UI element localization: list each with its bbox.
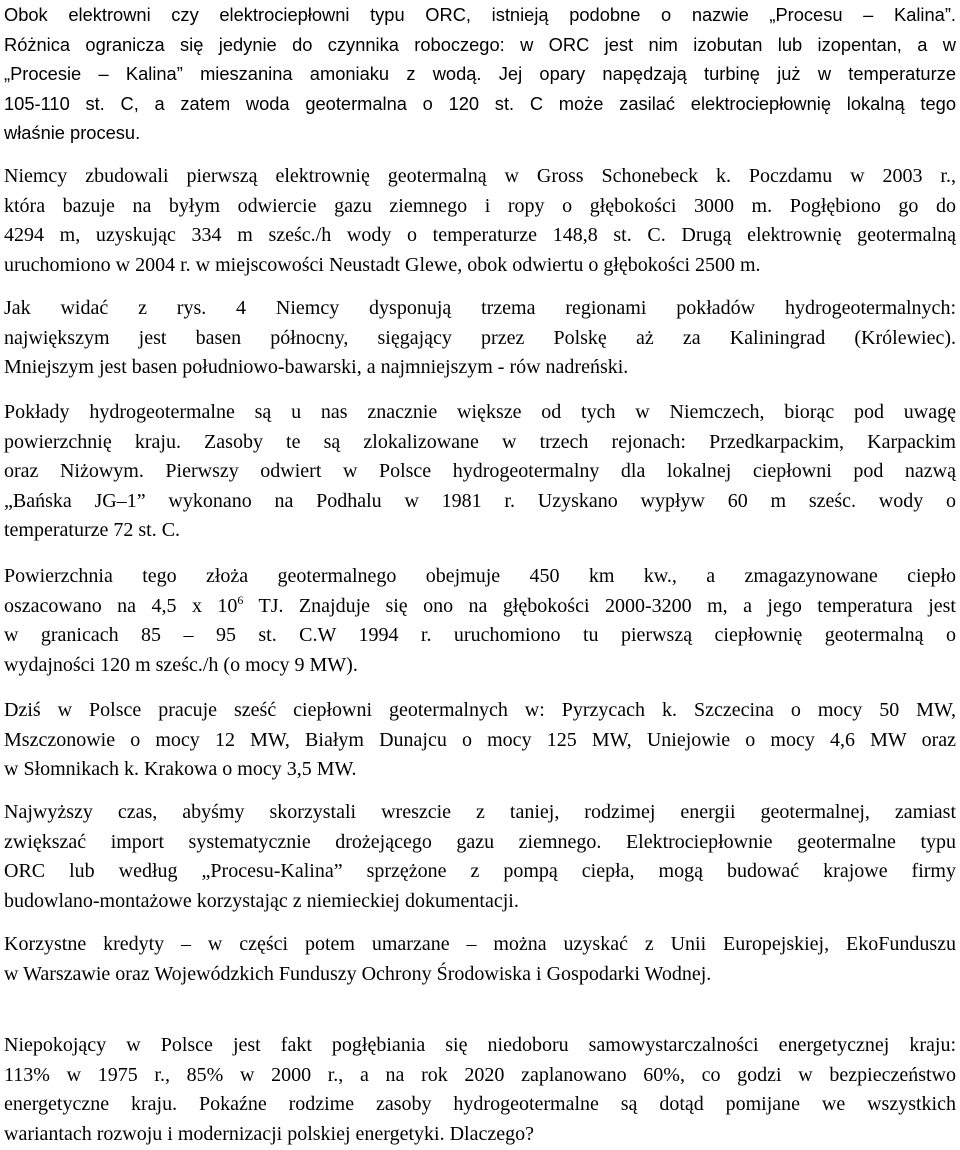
text-line: Korzystne kredyty – w części potem umarzane – można uzyskać z Unii Europejskiej, EkoFunduszu [4, 933, 956, 955]
paragraph-german-regions [4, 294, 956, 383]
text-line: która bazuje na byłym odwiercie gazu ziemnego i ropy o głębokości 3000 m. Pogłębiono go do [4, 194, 956, 217]
text-line: budowlano-montażowe korzystając z niemieckiej dokumentacji. [4, 889, 519, 912]
text-line: Pokłady hydrogeotermalne są u nas znacznie większe od tych w Niemczech, biorąc pod uwagę [4, 401, 956, 423]
text-line: Jak widać z rys. 4 Niemcy dysponują trzema regionami pokładów hydrogeotermalnych: [4, 297, 956, 319]
text-segment: oszacowano na 4,5 x 10 [4, 594, 238, 617]
paragraph-german-plants [4, 162, 956, 280]
text-line: Dziś w Polsce pracuje sześć ciepłowni geotermalnych w: Pyrzycach k. Szczecina o mocy 50 MW, [4, 699, 956, 721]
text-line: Obok elektrowni czy elektrociepłowni typu ORC, istnieją podobne o nazwie „Procesu – Kalina”. [4, 4, 956, 25]
text-line: w granicach 85 – 95 st. C.W 1994 r. uruchomiono tu pierwszą ciepłownię geotermalną o [4, 624, 956, 646]
text-line: „Procesie – Kalina” mieszanina amoniaku z wodą. Jej opary napędzają turbinę już w temperaturze [4, 63, 956, 84]
text-line: „Bańska JG–1” wykonano na Podhalu w 1981 r. Uzyskano wypływ 60 m sześc. wody o [4, 489, 956, 512]
text-line: ORC lub według „Procesu-Kalina” sprzężone z pompą ciepła, mogą budować krajowe firmy [4, 860, 956, 882]
text-line: Powierzchnia tego złoża geotermalnego obejmuje 450 km kw., a zmagazynowane ciepło [4, 565, 956, 587]
paragraph-heating-plants [4, 696, 956, 785]
paragraph-orc-kalina [4, 0, 956, 148]
text-line: Niemcy zbudowali pierwszą elektrownię geotermalną w Gross Schonebeck k. Poczdamu w 2003 r., [4, 165, 956, 187]
text-line: zwiększać import systematycznie drożejącego gazu ziemnego. Elektrociepłownie geotermalne typu [4, 830, 956, 853]
paragraph-polish-deposits [4, 398, 956, 546]
text-line: 4294 m, uzyskując 334 m sześc./h wody o temperaturze 148,8 st. C. Drugą elektrownię geotermalną [4, 224, 956, 246]
text-segment: TJ. Znajduje się ono na głębokości 2000-3200 m, a jego temperatura jest [243, 594, 956, 617]
text-line: w Słomnikach k. Krakowa o mocy 3,5 MW. [4, 758, 357, 780]
text-line: Mniejszym jest basen południowo-bawarski, a najmniejszym - rów nadreński. [4, 356, 629, 378]
text-line: 113% w 1975 r., 85% w 2000 r., a na rok 2020 zaplanowano 60%, co godzi w bezpieczeństwo [4, 1063, 956, 1086]
text-line: 105-110 st. C, a zatem woda geotermalna o 120 st. C może zasilać elektrociepłownię lokalną tego [4, 92, 956, 114]
text-line: energetyczne kraju. Pokaźne rodzime zasoby hydrogeotermalne są dotąd pomijane we wszystkich [4, 1093, 956, 1115]
text-line: Mszczonowie o mocy 12 MW, Białym Dunajcu o mocy 125 MW, Uniejowie o mocy 4,6 MW oraz [4, 728, 956, 751]
paragraph-call-to-action [4, 798, 956, 916]
text-line: wariantach rozwoju i modernizacji polskiej energetyki. Dlaczego? [4, 1122, 534, 1145]
superscript-exponent: 6 [237, 592, 244, 607]
text-line: w Warszawie oraz Wojewódzkich Funduszy Ochrony Środowiska i Gospodarki Wodnej. [4, 962, 712, 985]
text-line: oraz Niżowym. Pierwszy odwiert w Polsce hydrogeotermalny dla lokalnej ciepłowni pod nazwą [4, 460, 956, 482]
text-line: temperaturze 72 st. C. [4, 519, 181, 541]
text-line: Niepokojący w Polsce jest fakt pogłębiania się niedoboru samowystarczalności energetycznej kraju: [4, 1034, 956, 1056]
text-line: Różnica ogranicza się jedynie do czynnika roboczego: w ORC jest nim izobutan lub izopentan, a w [4, 33, 956, 55]
paragraph-energy-security [4, 1031, 956, 1149]
text-line: największym jest basen północny, sięgający przez Polskę aż za Kaliningrad (Królewiec). [4, 326, 956, 349]
text-line [4, 592, 956, 622]
text-line: powierzchnię kraju. Zasoby te są zlokalizowane w trzech rejonach: Przedkarpackim, Karpackim [4, 430, 956, 453]
text-line: wydajności 120 m sześc./h (o mocy 9 MW). [4, 653, 358, 676]
text-line: Najwyższy czas, abyśmy skorzystali wreszcie z taniej, rodzimej energii geotermalnej, zamiast [4, 801, 956, 823]
text-line: właśnie procesu. [4, 122, 141, 143]
paragraph-credits [4, 930, 956, 989]
paragraph-deposit-area [4, 562, 956, 680]
text-line: uruchomiono w 2004 r. w miejscowości Neustadt Glewe, obok odwiertu o głębokości 2500 m. [4, 253, 761, 276]
